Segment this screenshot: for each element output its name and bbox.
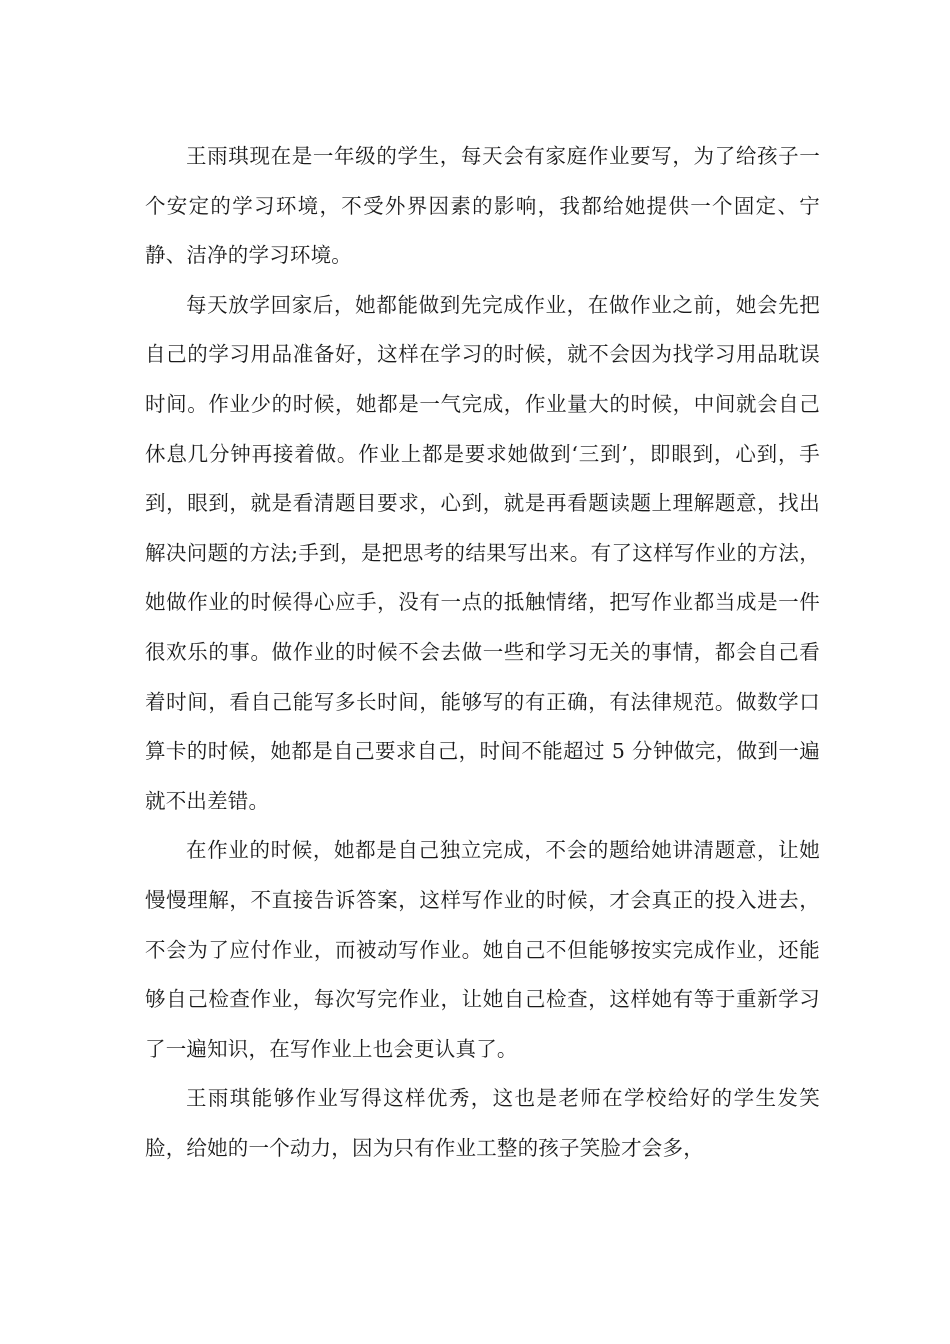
- paragraph-1: 王雨琪现在是一年级的学生，每天会有家庭作业要写，为了给孩子一个安定的学习环境，不受外界因素的影响，我都给她提供一个固定、宁静、洁净的学习环境。: [145, 144, 820, 268]
- paragraph-4: 王雨琪能够作业写得这样优秀，这也是老师在学校给好的学生发笑脸，给她的一个动力，因为只有作业工整的孩子笑脸才会多，: [145, 1086, 820, 1160]
- paragraph-2: 每天放学回家后，她都能做到先完成作业，在做作业之前，她会先把自己的学习用品准备好，这样在学习的时候，就不会因为找学习用品耽误时间。作业少的时候，她都是一气完成，作业量大的时候，中间就会自己休息几分钟再接着做。作业上都是要求她做到‘三到’，即眼到，心到，手到，眼到，就是看清题目要求，心到，就是再看题读题上理解题意，找出解决问题的方法;手到，是把思考的结果写出来。有了这样写作业的方法，她做作业的时候得心应手，没有一点的抵触情绪，把写作业都当成是一件很欢乐的事。做作业的时候不会去做一些和学习无关的事情，都会自己看着时间，看自己能写多长时间，能够写的有正确，有法律规范。做数学口算卡的时候，她都是自己要求自己，时间不能超过 5 分钟做完，做到一遍就不出差错。: [145, 292, 820, 813]
- paragraph-3: 在作业的时候，她都是自己独立完成，不会的题给她讲清题意，让她慢慢理解，不直接告诉答案，这样写作业的时候，才会真正的投入进去，不会为了应付作业，而被动写作业。她自己不但能够按实完成作业，还能够自己检查作业，每次写完作业，让她自己检查，这样她有等于重新学习了一遍知识，在写作业上也会更认真了。: [145, 838, 820, 1061]
